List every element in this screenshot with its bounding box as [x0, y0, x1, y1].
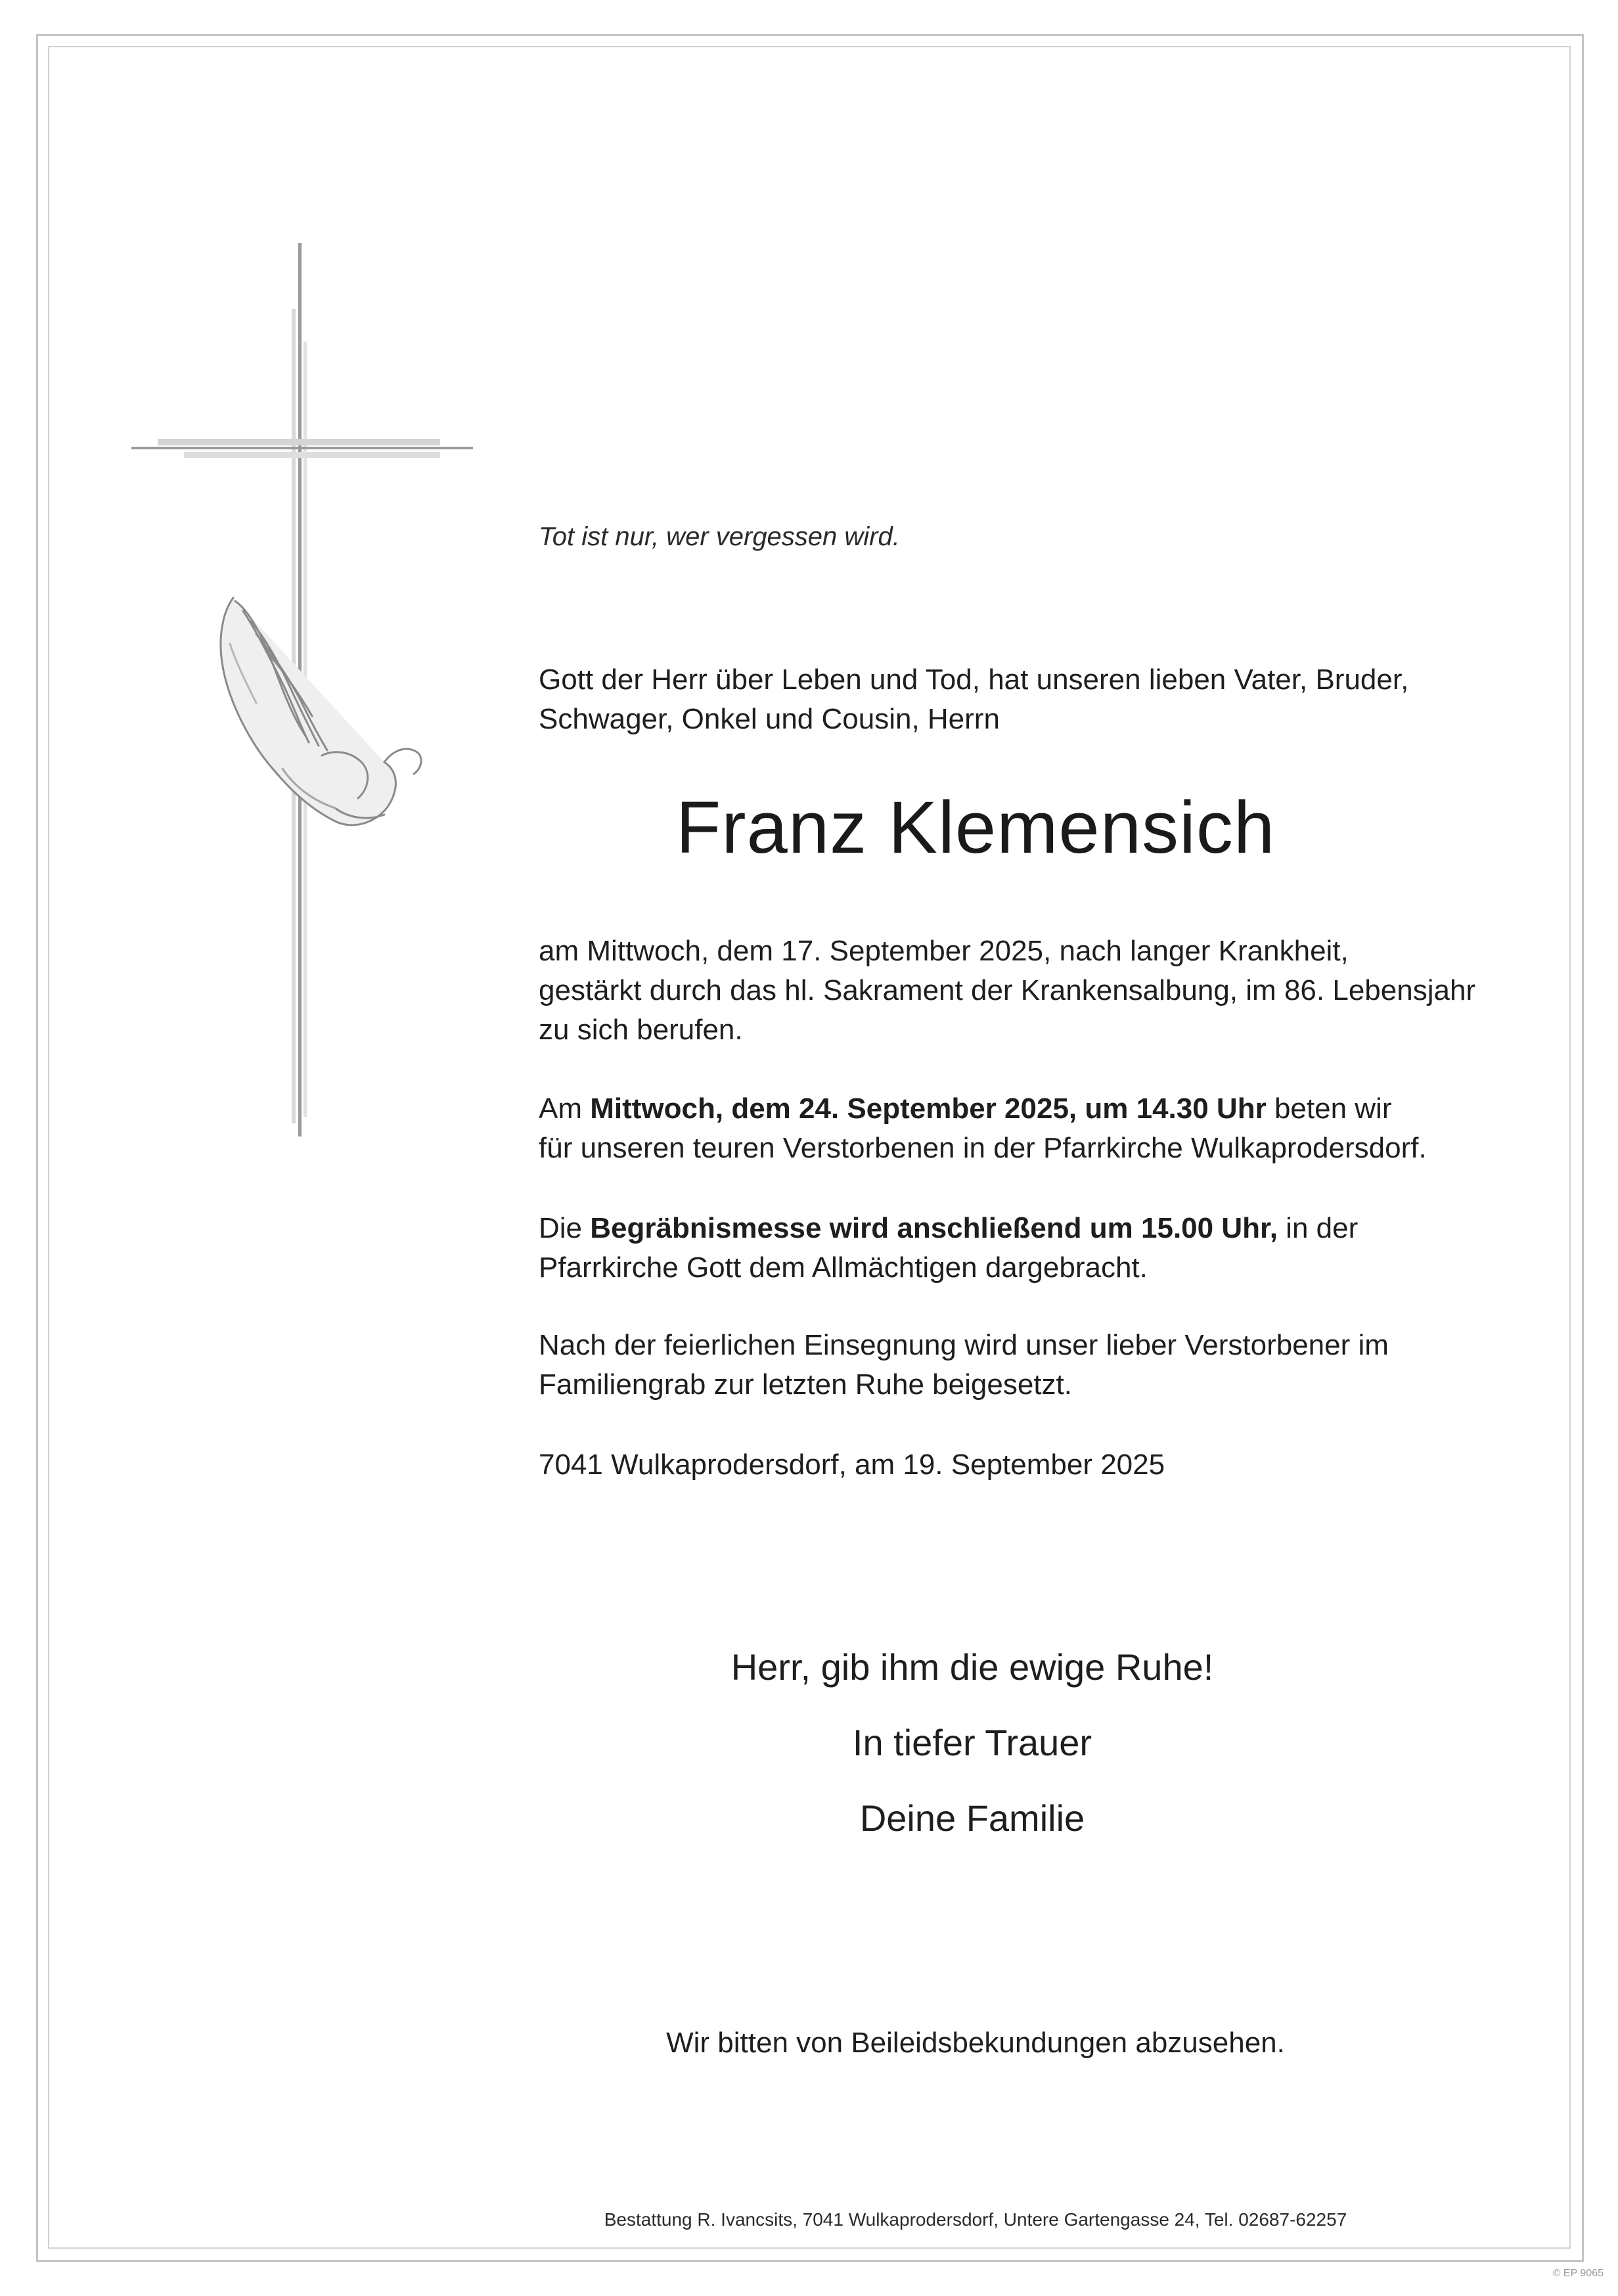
death-word: 2025, [979, 935, 1052, 967]
death-word: 86. [1284, 974, 1325, 1006]
mass-word-bold: um [1089, 1212, 1133, 1244]
death-word: September [829, 935, 971, 967]
intro-word: Vater, [1234, 664, 1308, 696]
mass-paragraph [539, 1209, 1412, 1288]
burial-word: wird [964, 1329, 1018, 1361]
burial-word: unser [1025, 1329, 1098, 1361]
intro-paragraph [539, 660, 1412, 739]
intro-word: und [869, 664, 918, 696]
mass-word-bold: Begräbnismesse [590, 1212, 822, 1244]
mass-word-bold: Uhr, [1221, 1212, 1278, 1244]
place-date [539, 1445, 1412, 1485]
death-word: gestärkt [539, 974, 642, 1006]
burial-word: Nach [539, 1329, 606, 1361]
death-word: am [539, 935, 579, 967]
funeral-home-footer: Bestattung R. Ivancsits, 7041 Wulkaprodersdorf, Untere Gartengasse 24, Tel. 02687-62257 [604, 2209, 1347, 2230]
intro-word: über [715, 664, 774, 696]
intro-word: lieben [1148, 664, 1226, 696]
prayer-line-2: für unseren teuren Verstorbenen in der Pfarrkirche Wulkaprodersdorf. [539, 1132, 1427, 1164]
death-word: Krankensalbung, [1020, 974, 1238, 1006]
death-word: durch [649, 974, 722, 1006]
death-word: im [1246, 974, 1276, 1006]
intro-word: Leben [781, 664, 862, 696]
intro-word: Herr [651, 664, 708, 696]
mass-word-bold: anschließend [897, 1212, 1082, 1244]
closing-line-2: In tiefer Trauer [852, 1722, 1092, 1763]
burial-word: der [614, 1329, 656, 1361]
closing-line-1: Herr, gib ihm die ewige Ruhe! [730, 1646, 1214, 1688]
intro-word: hat [988, 664, 1029, 696]
condolence-note: Wir bitten von Beileidsbekundungen abzusehen. [666, 2027, 1285, 2059]
mass-word-bold: 15.00 [1141, 1212, 1214, 1244]
burial-line-1 [539, 1326, 1412, 1365]
prayer-paragraph [539, 1089, 1427, 1168]
death-word: Lebensjahr [1332, 974, 1476, 1006]
death-word: der [970, 974, 1013, 1006]
mass-line-2: Pfarrkirche Gott dem Allmächtigen dargebracht. [539, 1251, 1148, 1284]
closing-line-3: Deine Familie [859, 1797, 1085, 1839]
intro-word: Bruder, [1315, 664, 1409, 696]
place-date-text: 7041 Wulkaprodersdorf, am 19. September 2025 [539, 1449, 1165, 1481]
burial-word: Verstorbener [1184, 1329, 1351, 1361]
mass-word: der [1316, 1212, 1359, 1244]
death-word: Mittwoch, [587, 935, 709, 967]
prayer-time-bold: Mittwoch, dem 24. September 2025, um 14.30 Uhr [590, 1092, 1267, 1125]
prayer-pre: Am [539, 1092, 582, 1125]
prayer-line-1 [539, 1089, 1412, 1129]
burial-word: lieber [1106, 1329, 1177, 1361]
intro-line-1 [539, 660, 1412, 700]
mass-word: in [1286, 1212, 1309, 1244]
burial-word: Einsegnung [803, 1329, 956, 1361]
burial-word: im [1358, 1329, 1389, 1361]
mass-line-1 [539, 1209, 1412, 1248]
intro-word: Gott [539, 664, 594, 696]
death-line-3: zu sich berufen. [539, 1014, 743, 1046]
intro-word: unseren [1036, 664, 1141, 696]
death-line-2 [539, 971, 1476, 1010]
mass-word-bold: wird [829, 1212, 889, 1244]
praying-hands-icon [221, 598, 421, 825]
burial-paragraph [539, 1326, 1412, 1405]
cross-praying-hands-decoration [125, 243, 480, 1150]
intro-line-2: Schwager, Onkel und Cousin, Herrn [539, 703, 1000, 735]
death-word: dem [717, 935, 774, 967]
death-word: nach [1059, 935, 1122, 967]
intro-word: der [601, 664, 643, 696]
prayer-post: beten wir [1274, 1092, 1392, 1125]
death-word: Krankheit, [1218, 935, 1349, 967]
intro-word: Tod, [925, 664, 980, 696]
death-word: das [730, 974, 777, 1006]
death-word: langer [1130, 935, 1211, 967]
death-line-1 [539, 932, 1412, 971]
motto-text: Tot ist nur, wer vergessen wird. [539, 522, 900, 551]
death-word: hl. [784, 974, 815, 1006]
death-word: Sakrament [822, 974, 963, 1006]
death-paragraph [539, 932, 1476, 1050]
mass-word: Die [539, 1212, 583, 1244]
deceased-name: Franz Klemensich [675, 786, 1276, 868]
death-word: 17. [781, 935, 822, 967]
burial-word: feierlichen [663, 1329, 796, 1361]
burial-line-2: Familiengrab zur letzten Ruhe beigesetzt. [539, 1368, 1072, 1401]
print-code: © EP 9065 [1552, 2268, 1604, 2279]
